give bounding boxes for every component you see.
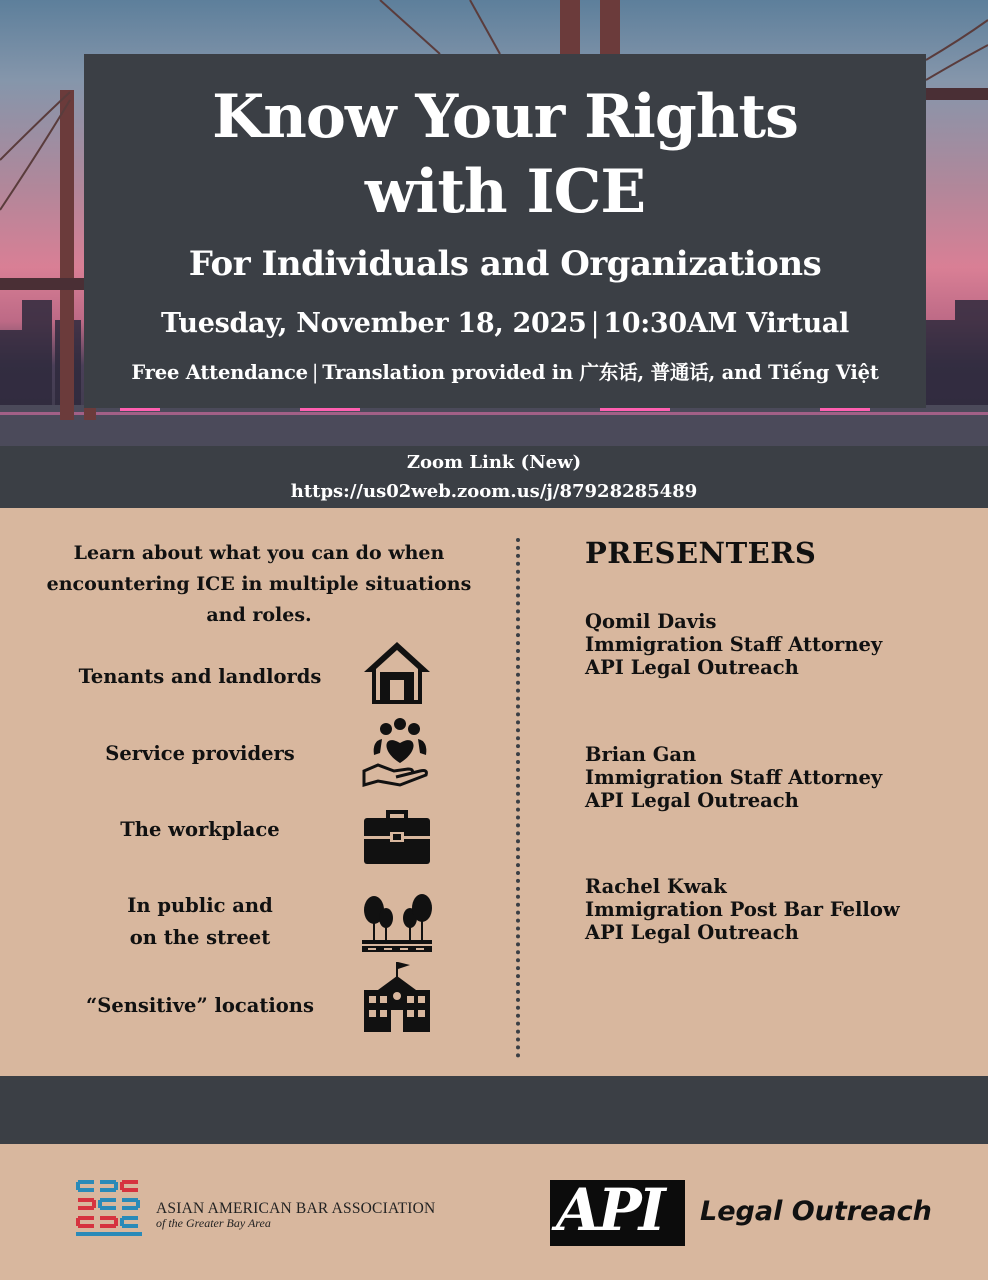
presenter-1 xyxy=(585,610,965,679)
event-time: 10:30AM Virtual xyxy=(603,308,849,339)
presenter-org: API Legal Outreach xyxy=(585,789,799,812)
topic-public-line1: In public and xyxy=(127,894,273,917)
event-date: Tuesday, November 18, 2025 xyxy=(161,308,587,339)
briefcase-icon xyxy=(360,796,434,870)
footer xyxy=(0,1144,988,1280)
title-panel xyxy=(84,54,926,408)
topic-public xyxy=(60,890,340,954)
topic-service-providers: Service providers xyxy=(105,742,295,765)
translation-info: Translation provided in 广东话, 普通话, and Tiếng Việt xyxy=(322,361,879,384)
topic-sensitive-locations: “Sensitive” locations xyxy=(86,994,314,1017)
presenters-heading: PRESENTERS xyxy=(585,536,817,570)
presenter-2 xyxy=(585,743,965,812)
aaba-subtitle: of the Greater Bay Area xyxy=(156,1216,271,1230)
presenter-org: API Legal Outreach xyxy=(585,921,799,944)
api-logo xyxy=(550,1180,685,1246)
zoom-bar xyxy=(0,446,988,508)
free-attendance: Free Attendance xyxy=(131,361,308,384)
event-title-line2: with ICE xyxy=(364,157,646,227)
hero-banner xyxy=(0,0,988,446)
event-subtitle: For Individuals and Organizations xyxy=(188,244,822,284)
api-logo-text: API xyxy=(556,1180,663,1244)
separator: | xyxy=(311,361,319,384)
presenter-title: Immigration Post Bar Fellow xyxy=(585,898,900,921)
content-section xyxy=(0,508,988,1076)
api-legal-outreach-name: Legal Outreach xyxy=(700,1196,932,1227)
helping-hand-icon xyxy=(360,715,434,789)
presenter-name: Rachel Kwak xyxy=(585,875,727,898)
presenter-org: API Legal Outreach xyxy=(585,656,799,679)
presenter-name: Brian Gan xyxy=(585,743,697,766)
aaba-name: ASIAN AMERICAN BAR ASSOCIATION xyxy=(156,1200,436,1217)
topic-public-line2: on the street xyxy=(129,926,271,949)
topic-tenants: Tenants and landlords xyxy=(78,665,322,688)
topic-workplace: The workplace xyxy=(120,818,280,841)
presenter-3 xyxy=(585,875,965,944)
intro-text: Learn about what you can do when encountering ICE in multiple situations and roles. xyxy=(46,542,472,626)
park-icon xyxy=(360,880,434,954)
date-time-line xyxy=(84,308,926,339)
presenter-title: Immigration Staff Attorney xyxy=(585,766,883,789)
house-icon xyxy=(360,636,434,710)
aaba-logo-icon xyxy=(76,1178,146,1238)
zoom-label: Zoom Link (New) xyxy=(406,452,582,473)
school-icon xyxy=(360,960,434,1034)
attendance-line xyxy=(84,357,926,385)
column-divider xyxy=(516,538,520,1058)
separator: | xyxy=(590,308,600,339)
event-title: Know Your Rights xyxy=(212,82,798,152)
presenter-title: Immigration Staff Attorney xyxy=(585,633,883,656)
footer-band xyxy=(0,1076,988,1144)
presenter-name: Qomil Davis xyxy=(585,610,717,633)
zoom-link[interactable]: https://us02web.zoom.us/j/87928285489 xyxy=(290,481,698,502)
